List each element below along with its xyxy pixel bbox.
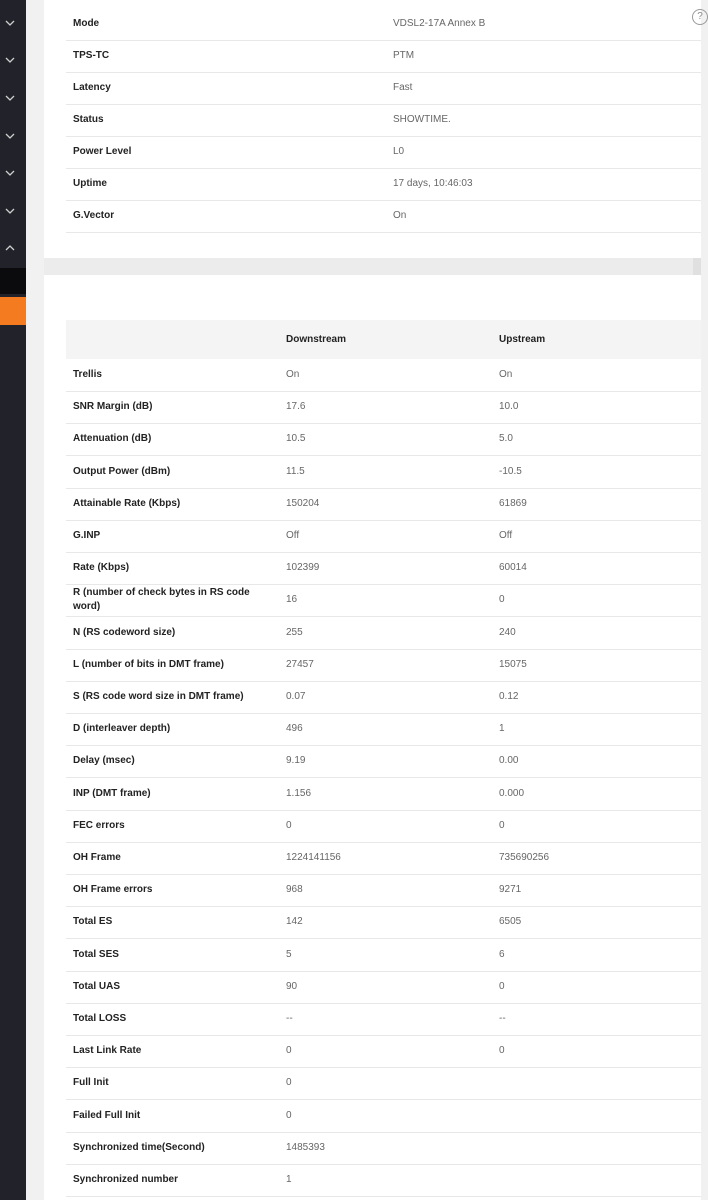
field-label: Latency xyxy=(73,82,111,93)
chevron-down-icon[interactable] xyxy=(3,166,17,180)
row-label: Failed Full Init xyxy=(73,1109,141,1121)
downstream-value: 10.5 xyxy=(286,433,306,445)
upstream-value: 735690256 xyxy=(499,852,550,863)
field-label: Mode xyxy=(73,18,100,29)
downstream-value: 27457 xyxy=(286,658,314,670)
field-value: VDSL2-17A Annex B xyxy=(393,18,486,29)
downstream-value: 102399 xyxy=(286,562,320,574)
field-value: PTM xyxy=(393,50,415,61)
downstream-value: 5 xyxy=(286,948,292,960)
downstream-value: 90 xyxy=(286,980,298,992)
upstream-value: 0 xyxy=(499,819,505,831)
upstream-value: 0 xyxy=(499,1045,505,1057)
upstream-value: 9271 xyxy=(499,884,522,896)
field-label: Power Level xyxy=(73,146,132,157)
chevron-down-icon[interactable] xyxy=(3,16,17,30)
row-label: Total ES xyxy=(73,916,113,928)
upstream-value: 10.0 xyxy=(499,401,519,413)
table-row xyxy=(66,456,701,489)
upstream-value: Off xyxy=(499,530,513,541)
sidebar xyxy=(0,0,26,1200)
downstream-value: 11.5 xyxy=(286,465,305,477)
upstream-value: -- xyxy=(499,1013,506,1024)
table-row xyxy=(66,617,701,650)
upstream-value: 0 xyxy=(499,980,505,992)
row-label: Trellis xyxy=(73,369,102,380)
downstream-value: 0 xyxy=(286,1045,292,1057)
downstream-value: 1.156 xyxy=(286,787,312,799)
downstream-value: 16 xyxy=(286,594,298,606)
line-info-row xyxy=(66,40,701,73)
downstream-value: 1 xyxy=(286,1174,292,1185)
line-info-row xyxy=(66,72,701,105)
column-header-downstream: Downstream xyxy=(286,334,347,345)
row-label: SNR Margin (dB) xyxy=(73,401,153,413)
row-label: OH Frame xyxy=(73,852,121,863)
upstream-value: 0.12 xyxy=(499,691,519,702)
table-row xyxy=(66,359,701,392)
downstream-value: 150204 xyxy=(286,497,320,509)
upstream-value: 0.000 xyxy=(499,787,525,799)
table-row xyxy=(66,874,701,907)
row-label: Synchronized time(Second) xyxy=(73,1141,205,1153)
upstream-value: -10.5 xyxy=(499,465,522,477)
line-info-row xyxy=(66,8,701,41)
upstream-value: 0 xyxy=(499,594,505,606)
table-row xyxy=(66,552,701,585)
line-info-row xyxy=(66,136,701,169)
table-row xyxy=(66,681,701,714)
field-label: TPS-TC xyxy=(73,50,110,61)
row-label: G.INP xyxy=(73,530,101,541)
row-label: Total LOSS xyxy=(73,1013,127,1024)
upstream-value: On xyxy=(499,369,513,380)
downstream-value: 0 xyxy=(286,1109,292,1121)
table-row xyxy=(66,1132,701,1165)
table-row xyxy=(66,1164,701,1197)
table-row xyxy=(66,906,701,939)
table-row xyxy=(66,488,701,521)
row-label: Synchronized number xyxy=(73,1174,179,1185)
downstream-value: 142 xyxy=(286,916,303,928)
downstream-value: 9.19 xyxy=(286,755,306,767)
row-label: D (interleaver depth) xyxy=(73,723,171,735)
table-row xyxy=(66,391,701,424)
row-label: Delay (msec) xyxy=(73,755,135,767)
help-icon[interactable]: ? xyxy=(692,9,708,25)
table-row xyxy=(66,1067,701,1100)
table-row xyxy=(66,520,701,553)
table-row xyxy=(66,842,701,875)
line-info-row xyxy=(66,200,701,233)
upstream-value: 1 xyxy=(499,723,505,735)
downstream-value: 1224141156 xyxy=(286,852,341,863)
row-label: Rate (Kbps) xyxy=(73,562,130,574)
chevron-down-icon[interactable] xyxy=(3,129,17,143)
downstream-value: 968 xyxy=(286,884,303,896)
downstream-value: 255 xyxy=(286,626,303,638)
line-info-row xyxy=(66,104,701,137)
row-label: L (number of bits in DMT frame) xyxy=(73,658,224,670)
table-header xyxy=(66,320,701,359)
table-row xyxy=(66,584,701,617)
row-label: INP (DMT frame) xyxy=(73,787,151,799)
row-label: Last Link Rate xyxy=(73,1045,142,1057)
table-row xyxy=(66,971,701,1004)
table-row xyxy=(66,1100,701,1133)
field-value: L0 xyxy=(393,146,405,157)
upstream-value: 0.00 xyxy=(499,755,519,767)
table-row xyxy=(66,810,701,843)
upstream-value: 60014 xyxy=(499,562,527,574)
row-label: Full Init xyxy=(73,1077,109,1089)
row-label: Output Power (dBm) xyxy=(73,465,171,477)
table-row xyxy=(66,745,701,778)
row-label: Attainable Rate (Kbps) xyxy=(73,497,181,509)
downstream-value: 496 xyxy=(286,723,303,735)
sidebar-submenu-item[interactable] xyxy=(0,268,26,294)
downstream-value: 1485393 xyxy=(286,1141,325,1153)
upstream-value: 6 xyxy=(499,948,505,960)
card-separator xyxy=(44,258,701,275)
sidebar-active-item[interactable] xyxy=(0,297,26,325)
downstream-value: Off xyxy=(286,530,300,541)
table-row xyxy=(66,423,701,456)
field-label: Status xyxy=(73,114,104,125)
upstream-value: 15075 xyxy=(499,658,527,670)
upstream-value: 6505 xyxy=(499,916,522,928)
row-label: Attenuation (dB) xyxy=(73,433,152,445)
upstream-value: 240 xyxy=(499,626,516,638)
field-label: G.Vector xyxy=(73,210,115,221)
downstream-value: 17.6 xyxy=(286,401,306,413)
row-label: OH Frame errors xyxy=(73,884,153,896)
row-label: FEC errors xyxy=(73,819,125,831)
table-row xyxy=(66,1003,701,1036)
scrollbar-track[interactable] xyxy=(693,258,701,275)
chevron-up-icon[interactable] xyxy=(3,241,17,255)
chevron-down-icon[interactable] xyxy=(3,53,17,67)
field-label: Uptime xyxy=(73,178,107,189)
row-label: S (RS code word size in DMT frame) xyxy=(73,691,244,702)
downstream-value: -- xyxy=(286,1013,293,1024)
row-label: Total SES xyxy=(73,948,119,960)
line-info-row xyxy=(66,168,701,201)
table-row xyxy=(66,1035,701,1068)
upstream-value: 61869 xyxy=(499,497,527,509)
field-value: Fast xyxy=(393,82,413,93)
column-header-upstream: Upstream xyxy=(499,334,546,345)
field-value: SHOWTIME. xyxy=(393,114,451,125)
downstream-value: 0.07 xyxy=(286,691,306,702)
downstream-value: On xyxy=(286,369,300,380)
chevron-down-icon[interactable] xyxy=(3,204,17,218)
table-row xyxy=(66,649,701,682)
chevron-down-icon[interactable] xyxy=(3,91,17,105)
downstream-value: 0 xyxy=(286,1077,292,1089)
row-label: Total UAS xyxy=(73,980,121,992)
row-label: R (number of check bytes in RS code word) xyxy=(73,587,250,613)
table-row xyxy=(66,778,701,811)
downstream-value: 0 xyxy=(286,819,292,831)
table-row xyxy=(66,713,701,746)
upstream-value: 5.0 xyxy=(499,433,513,445)
field-value: On xyxy=(393,210,407,221)
row-label: N (RS codeword size) xyxy=(73,626,176,638)
field-value: 17 days, 10:46:03 xyxy=(393,178,473,189)
table-row xyxy=(66,939,701,972)
